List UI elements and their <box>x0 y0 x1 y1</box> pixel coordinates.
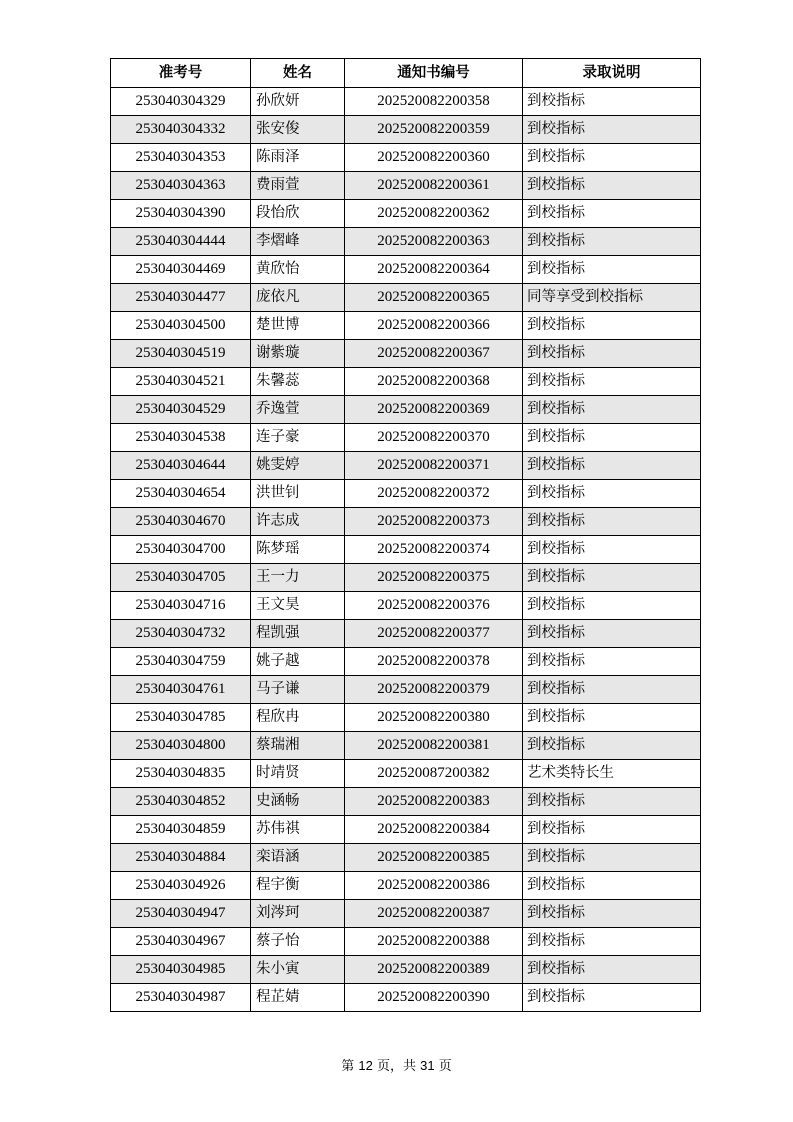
cell-remark: 同等享受到校指标 <box>523 284 701 312</box>
cell-notice-no: 202520082200379 <box>345 676 523 704</box>
cell-notice-no: 202520082200372 <box>345 480 523 508</box>
cell-notice-no: 202520082200359 <box>345 116 523 144</box>
cell-exam-no: 253040304521 <box>111 368 251 396</box>
cell-remark: 艺术类特长生 <box>523 760 701 788</box>
cell-notice-no: 202520082200358 <box>345 88 523 116</box>
cell-name: 栾语涵 <box>251 844 345 872</box>
cell-name: 连子豪 <box>251 424 345 452</box>
cell-exam-no: 253040304444 <box>111 228 251 256</box>
footer-total-pages: 31 <box>420 1058 435 1073</box>
cell-notice-no: 202520082200386 <box>345 872 523 900</box>
table-row <box>111 788 701 816</box>
cell-name: 段怡欣 <box>251 200 345 228</box>
cell-remark: 到校指标 <box>523 116 701 144</box>
table-row <box>111 564 701 592</box>
cell-name: 庞依凡 <box>251 284 345 312</box>
cell-exam-no: 253040304716 <box>111 592 251 620</box>
cell-name: 蔡瑞湘 <box>251 732 345 760</box>
cell-exam-no: 253040304705 <box>111 564 251 592</box>
cell-exam-no: 253040304835 <box>111 760 251 788</box>
cell-notice-no: 202520082200375 <box>345 564 523 592</box>
cell-remark: 到校指标 <box>523 816 701 844</box>
table-row <box>111 732 701 760</box>
header-notice-no: 通知书编号 <box>345 59 523 88</box>
table-row <box>111 340 701 368</box>
cell-exam-no: 253040304985 <box>111 956 251 984</box>
header-remark: 录取说明 <box>523 59 701 88</box>
cell-exam-no: 253040304987 <box>111 984 251 1012</box>
cell-name: 程宇衡 <box>251 872 345 900</box>
table-row <box>111 536 701 564</box>
cell-exam-no: 253040304947 <box>111 900 251 928</box>
cell-exam-no: 253040304732 <box>111 620 251 648</box>
cell-name: 陈雨泽 <box>251 144 345 172</box>
cell-name: 张安俊 <box>251 116 345 144</box>
cell-name: 蔡子怡 <box>251 928 345 956</box>
cell-name: 程芷婧 <box>251 984 345 1012</box>
cell-notice-no: 202520082200366 <box>345 312 523 340</box>
cell-notice-no: 202520082200383 <box>345 788 523 816</box>
table-row <box>111 508 701 536</box>
table-row <box>111 312 701 340</box>
cell-name: 费雨萱 <box>251 172 345 200</box>
cell-notice-no: 202520082200363 <box>345 228 523 256</box>
table-row <box>111 984 701 1012</box>
cell-exam-no: 253040304700 <box>111 536 251 564</box>
cell-remark: 到校指标 <box>523 452 701 480</box>
cell-exam-no: 253040304926 <box>111 872 251 900</box>
cell-notice-no: 202520082200389 <box>345 956 523 984</box>
cell-name: 孙欣妍 <box>251 88 345 116</box>
table-row <box>111 620 701 648</box>
cell-notice-no: 202520082200388 <box>345 928 523 956</box>
cell-exam-no: 253040304759 <box>111 648 251 676</box>
table-row <box>111 368 701 396</box>
admission-table <box>110 58 701 1012</box>
footer-middle: 页，共 <box>376 1059 416 1074</box>
cell-exam-no: 253040304859 <box>111 816 251 844</box>
cell-exam-no: 253040304761 <box>111 676 251 704</box>
cell-remark: 到校指标 <box>523 536 701 564</box>
cell-notice-no: 202520082200361 <box>345 172 523 200</box>
cell-name: 王一力 <box>251 564 345 592</box>
cell-name: 王文昊 <box>251 592 345 620</box>
cell-remark: 到校指标 <box>523 424 701 452</box>
cell-remark: 到校指标 <box>523 564 701 592</box>
cell-notice-no: 202520087200382 <box>345 760 523 788</box>
table-row <box>111 284 701 312</box>
footer-page-number: 12 <box>358 1058 373 1073</box>
cell-name: 姚雯婷 <box>251 452 345 480</box>
table-row <box>111 396 701 424</box>
table-row <box>111 704 701 732</box>
cell-notice-no: 202520082200384 <box>345 816 523 844</box>
cell-remark: 到校指标 <box>523 312 701 340</box>
cell-remark: 到校指标 <box>523 200 701 228</box>
cell-remark: 到校指标 <box>523 172 701 200</box>
cell-name: 李熠峰 <box>251 228 345 256</box>
cell-name: 陈梦瑶 <box>251 536 345 564</box>
cell-name: 程凯强 <box>251 620 345 648</box>
cell-notice-no: 202520082200368 <box>345 368 523 396</box>
cell-notice-no: 202520082200381 <box>345 732 523 760</box>
cell-exam-no: 253040304477 <box>111 284 251 312</box>
cell-notice-no: 202520082200374 <box>345 536 523 564</box>
cell-notice-no: 202520082200373 <box>345 508 523 536</box>
cell-remark: 到校指标 <box>523 88 701 116</box>
cell-exam-no: 253040304538 <box>111 424 251 452</box>
cell-remark: 到校指标 <box>523 340 701 368</box>
cell-notice-no: 202520082200360 <box>345 144 523 172</box>
cell-exam-no: 253040304329 <box>111 88 251 116</box>
table-row <box>111 116 701 144</box>
cell-exam-no: 253040304800 <box>111 732 251 760</box>
cell-remark: 到校指标 <box>523 396 701 424</box>
cell-notice-no: 202520082200377 <box>345 620 523 648</box>
cell-name: 洪世钊 <box>251 480 345 508</box>
cell-exam-no: 253040304519 <box>111 340 251 368</box>
cell-remark: 到校指标 <box>523 956 701 984</box>
cell-exam-no: 253040304644 <box>111 452 251 480</box>
cell-exam-no: 253040304670 <box>111 508 251 536</box>
cell-name: 时靖贤 <box>251 760 345 788</box>
table-row <box>111 144 701 172</box>
cell-name: 程欣冉 <box>251 704 345 732</box>
cell-notice-no: 202520082200376 <box>345 592 523 620</box>
cell-remark: 到校指标 <box>523 508 701 536</box>
cell-name: 史涵畅 <box>251 788 345 816</box>
cell-exam-no: 253040304363 <box>111 172 251 200</box>
cell-remark: 到校指标 <box>523 676 701 704</box>
header-exam-no: 准考号 <box>111 59 251 88</box>
table-row <box>111 816 701 844</box>
cell-remark: 到校指标 <box>523 480 701 508</box>
table-row <box>111 760 701 788</box>
table-row <box>111 928 701 956</box>
cell-notice-no: 202520082200371 <box>345 452 523 480</box>
cell-exam-no: 253040304332 <box>111 116 251 144</box>
cell-remark: 到校指标 <box>523 256 701 284</box>
cell-exam-no: 253040304469 <box>111 256 251 284</box>
cell-remark: 到校指标 <box>523 900 701 928</box>
cell-name: 许志成 <box>251 508 345 536</box>
table-row <box>111 228 701 256</box>
cell-remark: 到校指标 <box>523 620 701 648</box>
table-body <box>111 88 701 1012</box>
table-row <box>111 956 701 984</box>
cell-notice-no: 202520082200378 <box>345 648 523 676</box>
cell-exam-no: 253040304353 <box>111 144 251 172</box>
table-row <box>111 256 701 284</box>
cell-remark: 到校指标 <box>523 872 701 900</box>
table-row <box>111 648 701 676</box>
cell-exam-no: 253040304852 <box>111 788 251 816</box>
cell-remark: 到校指标 <box>523 704 701 732</box>
cell-remark: 到校指标 <box>523 648 701 676</box>
cell-exam-no: 253040304654 <box>111 480 251 508</box>
cell-name: 谢紫璇 <box>251 340 345 368</box>
table-row <box>111 172 701 200</box>
cell-notice-no: 202520082200370 <box>345 424 523 452</box>
cell-remark: 到校指标 <box>523 844 701 872</box>
footer-suffix: 页 <box>438 1059 452 1074</box>
cell-name: 朱小寅 <box>251 956 345 984</box>
table-row <box>111 88 701 116</box>
cell-name: 姚子越 <box>251 648 345 676</box>
cell-notice-no: 202520082200390 <box>345 984 523 1012</box>
page-footer <box>0 1055 793 1074</box>
cell-remark: 到校指标 <box>523 732 701 760</box>
header-name: 姓名 <box>251 59 345 88</box>
cell-exam-no: 253040304884 <box>111 844 251 872</box>
table-row <box>111 676 701 704</box>
cell-notice-no: 202520082200387 <box>345 900 523 928</box>
cell-name: 黄欣怡 <box>251 256 345 284</box>
cell-notice-no: 202520082200364 <box>345 256 523 284</box>
cell-exam-no: 253040304785 <box>111 704 251 732</box>
cell-remark: 到校指标 <box>523 928 701 956</box>
cell-name: 苏伟祺 <box>251 816 345 844</box>
cell-exam-no: 253040304967 <box>111 928 251 956</box>
cell-name: 朱馨蕊 <box>251 368 345 396</box>
cell-name: 楚世博 <box>251 312 345 340</box>
table-row <box>111 452 701 480</box>
cell-notice-no: 202520082200369 <box>345 396 523 424</box>
cell-exam-no: 253040304529 <box>111 396 251 424</box>
cell-notice-no: 202520082200385 <box>345 844 523 872</box>
table-row <box>111 592 701 620</box>
cell-notice-no: 202520082200380 <box>345 704 523 732</box>
table-row <box>111 844 701 872</box>
cell-remark: 到校指标 <box>523 984 701 1012</box>
cell-name: 刘涔珂 <box>251 900 345 928</box>
table-row <box>111 480 701 508</box>
cell-remark: 到校指标 <box>523 368 701 396</box>
footer-prefix: 第 <box>341 1059 355 1074</box>
cell-exam-no: 253040304500 <box>111 312 251 340</box>
cell-remark: 到校指标 <box>523 592 701 620</box>
cell-notice-no: 202520082200365 <box>345 284 523 312</box>
cell-remark: 到校指标 <box>523 228 701 256</box>
table-row <box>111 200 701 228</box>
cell-remark: 到校指标 <box>523 144 701 172</box>
table-header-row <box>111 59 701 88</box>
table-row <box>111 900 701 928</box>
cell-exam-no: 253040304390 <box>111 200 251 228</box>
cell-remark: 到校指标 <box>523 788 701 816</box>
cell-name: 乔逸萱 <box>251 396 345 424</box>
cell-notice-no: 202520082200362 <box>345 200 523 228</box>
table-row <box>111 424 701 452</box>
table-row <box>111 872 701 900</box>
cell-notice-no: 202520082200367 <box>345 340 523 368</box>
cell-name: 马子谦 <box>251 676 345 704</box>
